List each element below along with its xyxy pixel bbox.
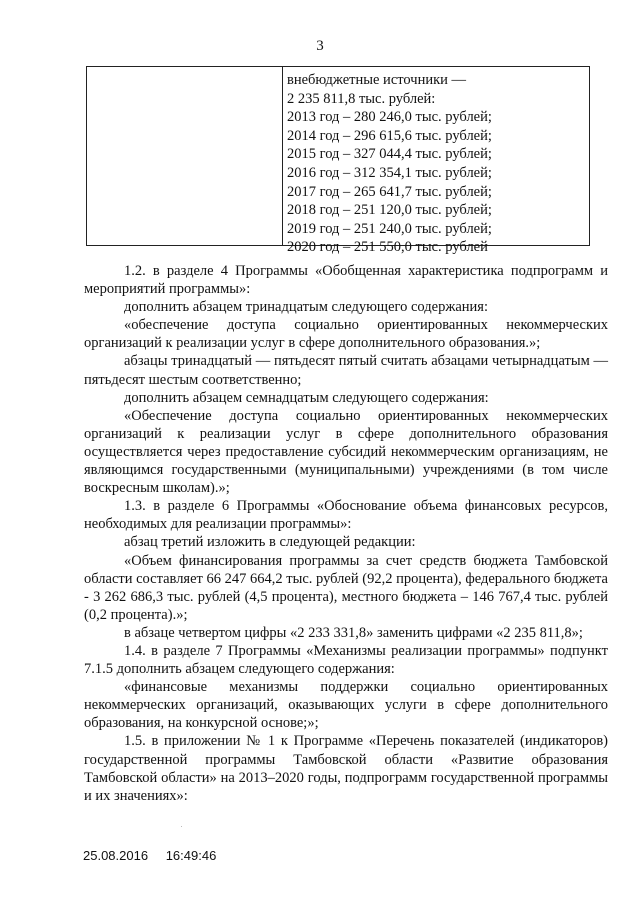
paragraph-quote-financing: «Объем финансирования программы за счет средств бюджета Тамбовской области составляет 66 247 664,2 тыс. рублей (92,2 процента), федерального бюджета - 3 262 686,3 тыс. рублей (4,5 процента), местного бюджета – 146 767,4 тыс. рублей (0,2 процента).»; [84,552,608,623]
page-number: 3 [316,38,324,54]
funding-cell [287,71,587,257]
funding-year-row: 2014 год – 296 615,6 тыс. рублей; [287,127,492,144]
paragraph-quote-subsidies: «Обеспечение доступа социально ориентированных некоммерческих организаций к реализации услуг в сфере дополнительного образования осуществляется через предоставление субсидий некоммерческим организациям, не являющимся государственными (муниципальными) учреждениями (в том числе воскресным школам).»; [84,407,608,497]
footer-date: 25.08.2016 [83,848,149,863]
paragraph-1-2: 1.2. в разделе 4 Программы «Обобщенная характеристика подпрограмм и мероприятий программы»: [84,263,608,298]
funding-year-row: 2017 год – 265 641,7 тыс. рублей; [287,183,492,200]
funding-total-line: 2 235 811,8 тыс. рублей: [287,90,436,107]
funding-table [86,66,590,256]
funding-year-row: 2018 год – 251 120,0 тыс. рублей; [287,202,492,219]
footer-time: 16:49:46 [165,848,217,863]
paragraph-third-abzac: абзац третий изложить в следующей редакции: [124,534,416,551]
document-body [84,262,608,805]
paragraph-add-13: дополнить абзацем тринадцатым следующего содержания: [124,299,488,316]
paragraph-quote-mechanisms: «финансовые механизмы поддержки социально ориентированных некоммерческих организаций, оказывающих услуги в сфере дополнительного образования, на конкурсной основе;»; [84,679,608,732]
scan-speck [181,826,182,827]
funding-year-row: 2015 год – 327 044,4 тыс. рублей; [287,146,492,163]
funding-year-row: 2016 год – 312 354,1 тыс. рублей; [287,164,492,181]
funding-year-row: 2013 год – 280 246,0 тыс. рублей; [287,109,492,126]
table-column-divider [282,67,283,245]
paragraph-quote-access: «обеспечение доступа социально ориентированных некоммерческих организаций к реализации услуг в сфере дополнительного образования.»; [84,317,608,352]
paragraph-renumber: абзацы тринадцатый — пятьдесят пятый считать абзацами четырнадцатым — пятьдесят шестым соответственно; [84,353,608,388]
funding-year-row: 2019 год – 251 240,0 тыс. рублей; [287,220,492,237]
funding-header-line: внебюджетные источники — [287,72,467,88]
paragraph-replace-figures: в абзаце четвертом цифры «2 233 331,8» заменить цифрами «2 235 811,8»; [124,624,583,641]
footer-timestamp [83,848,230,863]
paragraph-1-3: 1.3. в разделе 6 Программы «Обоснование объема финансовых ресурсов, необходимых для реализации программы»: [84,498,608,533]
paragraph-add-17: дополнить абзацем семнадцатым следующего содержания: [124,389,489,406]
funding-year-row: 2020 год – 251 550,0 тыс. рублей [287,239,488,256]
paragraph-1-4: 1.4. в разделе 7 Программы «Механизмы реализации программы» подпункт 7.1.5 дополнить абзацем следующего содержания: [84,642,608,678]
paragraph-1-5: 1.5. в приложении № 1 к Программе «Перечень показателей (индикаторов) государственной программы Тамбовской области «Развитие образования Тамбовской области» на 2013–2020 годы, подпрограмм государственной программы и их значениях»: [84,733,608,804]
